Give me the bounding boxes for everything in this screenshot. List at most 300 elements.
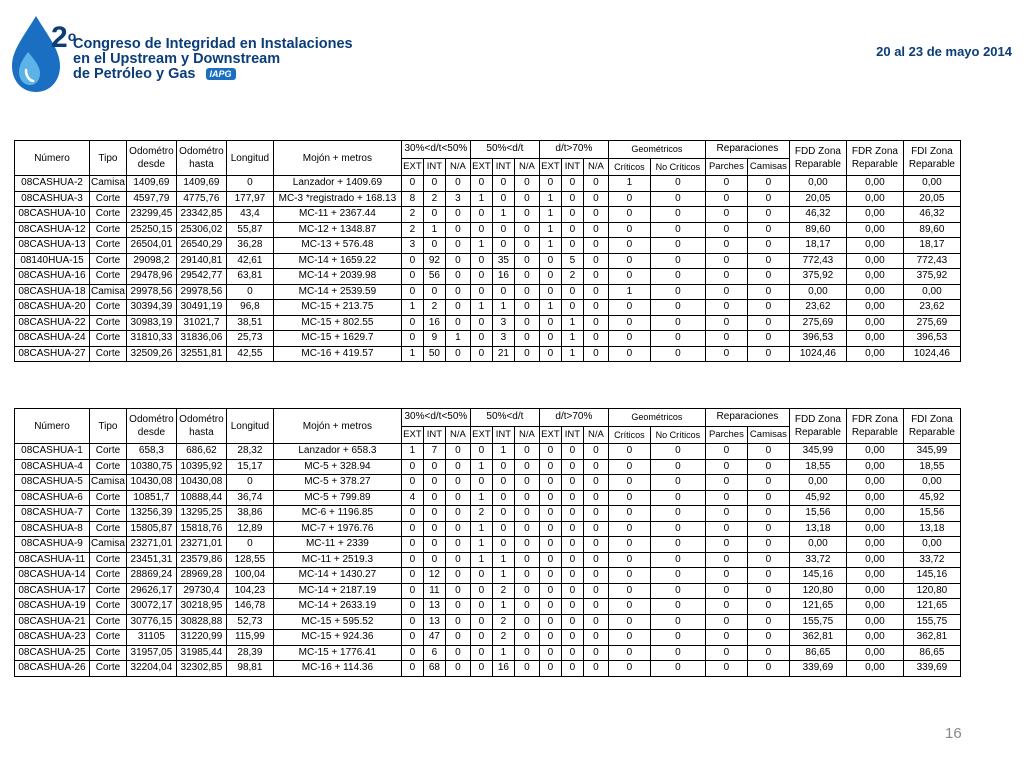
table-cell: 15818,76 [176, 521, 226, 537]
table-cell: 0 [705, 444, 747, 460]
table-cell: 0 [514, 253, 539, 269]
col-odometro-desde: Odométro desde [126, 141, 176, 176]
table-cell: 0 [747, 614, 789, 630]
table-cell: 0,00 [846, 346, 903, 362]
table-cell: 0 [561, 552, 583, 568]
table-cell: Camisa [90, 176, 127, 192]
table-cell: 0 [514, 459, 539, 475]
table-cell: 08CASHUA-27 [15, 346, 90, 362]
table-cell: 31985,44 [176, 645, 226, 661]
table-cell: 0 [747, 537, 789, 553]
table-cell: 0 [445, 552, 470, 568]
table-cell: 0 [401, 599, 423, 615]
table-cell: 3 [401, 238, 423, 254]
table-cell: 0 [583, 191, 608, 207]
table-cell: 0 [650, 490, 705, 506]
sub-int: INT [423, 426, 445, 443]
table-cell: 1 [539, 300, 561, 316]
table-cell: 362,81 [789, 630, 846, 646]
table-cell: 0 [492, 284, 514, 300]
title-line-1: Congreso de Integridad en Instalaciones [73, 36, 353, 52]
table-cell: 0 [514, 300, 539, 316]
table-cell: 0 [470, 269, 492, 285]
table-cell: 26504,01 [126, 238, 176, 254]
table-cell: Corte [90, 269, 127, 285]
table-cell: 23,62 [789, 300, 846, 316]
col-fdi: FDI Zona Reparable [903, 409, 960, 444]
table-cell: 0 [747, 661, 789, 677]
table-cell: MC-13 + 576.48 [273, 238, 401, 254]
table-cell: 0 [539, 459, 561, 475]
table-cell: 120,80 [903, 583, 960, 599]
table-cell: Corte [90, 506, 127, 522]
table-cell: 0 [492, 521, 514, 537]
table-cell: 31836,06 [176, 331, 226, 347]
table-cell: 0 [705, 630, 747, 646]
sub-ext: EXT [470, 426, 492, 443]
sub-int: INT [492, 426, 514, 443]
table-cell: 0 [561, 207, 583, 223]
table-cell: 0 [445, 614, 470, 630]
table-cell: 0,00 [846, 552, 903, 568]
table-cell: 115,99 [226, 630, 273, 646]
table-cell: 0 [445, 661, 470, 677]
table-cell: 0 [401, 630, 423, 646]
table-cell: 08CASHUA-7 [15, 506, 90, 522]
table-cell: 0 [583, 269, 608, 285]
table-row [15, 490, 961, 506]
table-cell: 375,92 [903, 269, 960, 285]
table-cell: 3 [445, 191, 470, 207]
table-cell: 0 [705, 331, 747, 347]
table-cell: 0 [445, 269, 470, 285]
table-cell: 15,56 [789, 506, 846, 522]
table-cell: 0 [445, 599, 470, 615]
table-cell: 0,00 [846, 300, 903, 316]
table-cell: 0 [650, 269, 705, 285]
col-group-50: 50%<d/t [470, 141, 539, 159]
table-cell: 0 [539, 315, 561, 331]
table-row [15, 444, 961, 460]
table-cell: 0 [705, 207, 747, 223]
table-cell: MC-15 + 802.55 [273, 315, 401, 331]
table-cell: 08CASHUA-20 [15, 300, 90, 316]
sub-ext: EXT [539, 158, 561, 175]
table-cell: 0 [705, 475, 747, 491]
table-cell: 0 [445, 490, 470, 506]
table-cell: 145,16 [789, 568, 846, 584]
table-row [15, 253, 961, 269]
table-row [15, 475, 961, 491]
table-cell: 21 [492, 346, 514, 362]
table-cell: 0 [470, 346, 492, 362]
sub-int: INT [492, 158, 514, 175]
table-cell: 2 [492, 583, 514, 599]
table-cell: 275,69 [903, 315, 960, 331]
table-cell: 31957,05 [126, 645, 176, 661]
sub-criticos: Críticos [608, 158, 650, 175]
table-cell: 396,53 [789, 331, 846, 347]
table-cell: Corte [90, 661, 127, 677]
table-cell: 0 [470, 630, 492, 646]
table-cell: 0 [705, 583, 747, 599]
table-cell: 0 [608, 552, 650, 568]
table-cell: 0 [401, 552, 423, 568]
table-cell: 0 [583, 284, 608, 300]
table-cell: 0 [423, 521, 445, 537]
table-cell: 45,92 [789, 490, 846, 506]
sub-na: N/A [445, 426, 470, 443]
table-cell: 1 [539, 207, 561, 223]
table-cell: 0,00 [903, 537, 960, 553]
col-fdd: FDD Zona Reparable [789, 409, 846, 444]
col-group-70: d/t>70% [539, 141, 608, 159]
table-cell: 0 [608, 599, 650, 615]
table-cell: 86,65 [903, 645, 960, 661]
table-cell: 0 [401, 269, 423, 285]
table-cell: 120,80 [789, 583, 846, 599]
table-cell: 0,00 [846, 191, 903, 207]
table-cell: Corte [90, 490, 127, 506]
table-cell: 89,60 [789, 222, 846, 238]
table-cell: 23299,45 [126, 207, 176, 223]
table-cell: 0 [583, 583, 608, 599]
event-dates: 20 al 23 de mayo 2014 [876, 44, 1012, 59]
table-cell: 0,00 [846, 568, 903, 584]
table-cell: 29730,4 [176, 583, 226, 599]
table-cell: 0 [226, 176, 273, 192]
table-cell: 0 [539, 475, 561, 491]
table-cell: 0,00 [846, 269, 903, 285]
edition-number: 2 [51, 21, 68, 54]
sub-int: INT [561, 426, 583, 443]
table-row [15, 645, 961, 661]
table-cell: 56 [423, 269, 445, 285]
table-cell: 15,56 [903, 506, 960, 522]
table-cell: 339,69 [903, 661, 960, 677]
sub-ext: EXT [401, 426, 423, 443]
table-cell: MC-14 + 2039.98 [273, 269, 401, 285]
sub-int: INT [423, 158, 445, 175]
table-cell: 7 [423, 444, 445, 460]
table-cell: 4775,76 [176, 191, 226, 207]
table-cell: MC-7 + 1976.76 [273, 521, 401, 537]
table-cell: 1 [470, 537, 492, 553]
table-cell: 0 [539, 552, 561, 568]
table-cell: 25,73 [226, 331, 273, 347]
table-cell: 0 [539, 645, 561, 661]
table-cell: 0 [470, 253, 492, 269]
table-cell: 0 [583, 661, 608, 677]
table-cell: 0 [470, 176, 492, 192]
table-cell: 31810,33 [126, 331, 176, 347]
table-cell: MC-3 *registrado + 168.13 [273, 191, 401, 207]
table-cell: 0 [608, 630, 650, 646]
col-fdr: FDR Zona Reparable [846, 141, 903, 176]
table-cell: 2 [401, 207, 423, 223]
table-cell: 0 [401, 176, 423, 192]
table-cell: 0 [608, 506, 650, 522]
sub-parches: Parches [705, 426, 747, 443]
table-row [15, 506, 961, 522]
table-cell: 0 [747, 331, 789, 347]
col-mojon: Mojón + metros [273, 409, 401, 444]
table-cell: 1 [539, 238, 561, 254]
table-cell: 0 [561, 300, 583, 316]
table-cell: 46,32 [903, 207, 960, 223]
table-cell: 0 [583, 630, 608, 646]
table-cell: 0 [401, 568, 423, 584]
table-cell: 1 [561, 331, 583, 347]
table-cell: 0 [705, 614, 747, 630]
sub-no-criticos: No Críticos [650, 426, 705, 443]
table-cell: 0 [423, 506, 445, 522]
table-cell: 0 [539, 630, 561, 646]
table-cell: 0 [492, 191, 514, 207]
table-cell: 0 [561, 661, 583, 677]
col-odometro-desde: Odométro desde [126, 409, 176, 444]
table-cell: 0,00 [846, 490, 903, 506]
table-cell: 47 [423, 630, 445, 646]
table-cell: 29478,96 [126, 269, 176, 285]
table-row [15, 459, 961, 475]
table-cell: 0 [747, 506, 789, 522]
table-cell: 0,00 [846, 444, 903, 460]
table-cell: 686,62 [176, 444, 226, 460]
table-cell: 0 [401, 475, 423, 491]
sub-ext: EXT [539, 426, 561, 443]
table-cell: 0,00 [789, 475, 846, 491]
table-cell: 0 [561, 521, 583, 537]
table-cell: 45,92 [903, 490, 960, 506]
table-cell: MC-15 + 1629.7 [273, 331, 401, 347]
table-cell: Corte [90, 614, 127, 630]
table-cell: Corte [90, 645, 127, 661]
table-cell: 08CASHUA-17 [15, 583, 90, 599]
table-cell: 0 [583, 444, 608, 460]
sub-na: N/A [583, 158, 608, 175]
table-cell: 30072,17 [126, 599, 176, 615]
table-cell: 18,17 [903, 238, 960, 254]
table-cell: 38,86 [226, 506, 273, 522]
table-cell: 0 [492, 475, 514, 491]
table-cell: 0 [747, 238, 789, 254]
table-cell: 0 [747, 630, 789, 646]
table-cell: 0 [514, 176, 539, 192]
table-cell: 0 [445, 475, 470, 491]
table-cell: 0 [539, 444, 561, 460]
table-cell: 0 [470, 614, 492, 630]
col-numero: Número [15, 409, 90, 444]
table-cell: 0 [470, 315, 492, 331]
title-line-2: en el Upstream y Downstream [73, 50, 281, 67]
table-cell: 0,00 [846, 315, 903, 331]
table-cell: MC-11 + 2367.44 [273, 207, 401, 223]
table-cell: 30983,19 [126, 315, 176, 331]
table-cell: 0 [561, 490, 583, 506]
table-cell: 0 [539, 253, 561, 269]
table-cell: 0 [705, 537, 747, 553]
sub-camisas: Camisas [747, 158, 789, 175]
table-cell: 0 [583, 346, 608, 362]
table-cell: 0 [514, 537, 539, 553]
table-cell: 0 [650, 583, 705, 599]
table-cell: 0 [514, 661, 539, 677]
col-group-30-50: 30%<d/t<50% [401, 141, 470, 159]
table-cell: Lanzador + 1409.69 [273, 176, 401, 192]
table-cell: 0 [650, 521, 705, 537]
table-cell: 0 [470, 284, 492, 300]
table-cell: 345,99 [903, 444, 960, 460]
table-cell: 0 [747, 599, 789, 615]
col-geometricos: Geométricos [608, 409, 705, 427]
table-cell: 08CASHUA-11 [15, 552, 90, 568]
col-geometricos: Geométricos [608, 141, 705, 159]
table-cell: 08CASHUA-12 [15, 222, 90, 238]
col-longitud: Longitud [226, 141, 273, 176]
table-cell: 0,00 [903, 176, 960, 192]
table-cell: 275,69 [789, 315, 846, 331]
table-cell: 16 [492, 269, 514, 285]
table-cell: 339,69 [789, 661, 846, 677]
table-cell: 0,00 [846, 583, 903, 599]
table-cell: 32551,81 [176, 346, 226, 362]
table-cell: Camisa [90, 475, 127, 491]
table-cell: 0 [747, 645, 789, 661]
table-cell: 0 [423, 238, 445, 254]
table-cell: 0 [423, 537, 445, 553]
table-cell: 1 [539, 191, 561, 207]
table-cell: 0 [492, 176, 514, 192]
table-cell: 0 [583, 459, 608, 475]
table-cell: 0 [583, 552, 608, 568]
table-cell: Corte [90, 552, 127, 568]
table-cell: 1 [608, 176, 650, 192]
table-cell: 0 [608, 645, 650, 661]
table-cell: Corte [90, 300, 127, 316]
table-cell: 0 [561, 630, 583, 646]
table-cell: 0 [539, 331, 561, 347]
table-cell: 0 [650, 300, 705, 316]
page-number: 16 [945, 725, 962, 742]
table-cell: 1 [492, 300, 514, 316]
table-cell: MC-11 + 2519.3 [273, 552, 401, 568]
table-cell: 96,8 [226, 300, 273, 316]
table-cell: 08CASHUA-19 [15, 599, 90, 615]
table-cell: 13,18 [789, 521, 846, 537]
table-cell: 0 [423, 490, 445, 506]
table-cell: 0 [583, 315, 608, 331]
col-mojon: Mojón + metros [273, 141, 401, 176]
table-row [15, 176, 961, 192]
table-cell: Corte [90, 583, 127, 599]
table-cell: 0,00 [846, 176, 903, 192]
table-cell: 0 [445, 300, 470, 316]
col-reparaciones: Reparaciones [705, 409, 789, 427]
table-cell: 0,00 [789, 176, 846, 192]
table-row [15, 614, 961, 630]
table-cell: 32204,04 [126, 661, 176, 677]
table-cell: 772,43 [789, 253, 846, 269]
table-cell: 0 [423, 176, 445, 192]
table-cell: 33,72 [903, 552, 960, 568]
table-cell: 121,65 [789, 599, 846, 615]
table-cell: 0 [650, 315, 705, 331]
table-cell: 16 [492, 661, 514, 677]
table-cell: 36,74 [226, 490, 273, 506]
table-cell: 30776,15 [126, 614, 176, 630]
table-cell: 92 [423, 253, 445, 269]
table-cell: 0,00 [846, 284, 903, 300]
table-cell: 6 [423, 645, 445, 661]
table-cell: 1 [401, 444, 423, 460]
table-cell: 0 [650, 238, 705, 254]
table-cell: 0 [514, 331, 539, 347]
table-cell: 13 [423, 614, 445, 630]
table-cell: 20,05 [903, 191, 960, 207]
table-cell: 08CASHUA-2 [15, 176, 90, 192]
table-cell: 0,00 [846, 475, 903, 491]
table-cell: 08CASHUA-24 [15, 331, 90, 347]
table-cell: 29626,17 [126, 583, 176, 599]
table-cell: 0 [747, 300, 789, 316]
table-cell: 0,00 [846, 459, 903, 475]
table-cell: 0 [561, 444, 583, 460]
table-cell: MC-14 + 1430.27 [273, 568, 401, 584]
table-cell: 0 [539, 269, 561, 285]
table-cell: 30218,95 [176, 599, 226, 615]
col-odometro-hasta: Odométro hasta [176, 409, 226, 444]
table-cell: 0 [747, 315, 789, 331]
table-cell: 36,28 [226, 238, 273, 254]
table-cell: 0 [492, 537, 514, 553]
table-cell: 0 [401, 459, 423, 475]
table-cell: 1024,46 [789, 346, 846, 362]
table-cell: 0,00 [846, 645, 903, 661]
table-cell: 0 [747, 269, 789, 285]
table-cell: MC-5 + 378.27 [273, 475, 401, 491]
table-cell: 0 [650, 459, 705, 475]
table-cell: Corte [90, 599, 127, 615]
table-cell: 10380,75 [126, 459, 176, 475]
table-cell: 0 [747, 191, 789, 207]
table-cell: 0 [583, 506, 608, 522]
table-cell: 146,78 [226, 599, 273, 615]
table-cell: 28,39 [226, 645, 273, 661]
table-cell: 25306,02 [176, 222, 226, 238]
table-cell: 0 [747, 176, 789, 192]
table-cell: 0 [226, 475, 273, 491]
table-cell: 0 [747, 583, 789, 599]
table-cell: 1 [492, 552, 514, 568]
table-cell: 4597,79 [126, 191, 176, 207]
table-cell: 15805,87 [126, 521, 176, 537]
table-cell: 0 [583, 238, 608, 254]
table-cell: 1 [539, 222, 561, 238]
table-cell: 0,00 [846, 537, 903, 553]
table-cell: 0 [705, 284, 747, 300]
table-cell: 0 [514, 630, 539, 646]
table-cell: 0,00 [846, 599, 903, 615]
table-cell: 0 [705, 459, 747, 475]
table-cell: 18,17 [789, 238, 846, 254]
table-cell: 2 [470, 506, 492, 522]
table-cell: 2 [492, 630, 514, 646]
table-cell: 11 [423, 583, 445, 599]
table-cell: 396,53 [903, 331, 960, 347]
table-cell: 0 [514, 490, 539, 506]
table-cell: 0 [470, 331, 492, 347]
